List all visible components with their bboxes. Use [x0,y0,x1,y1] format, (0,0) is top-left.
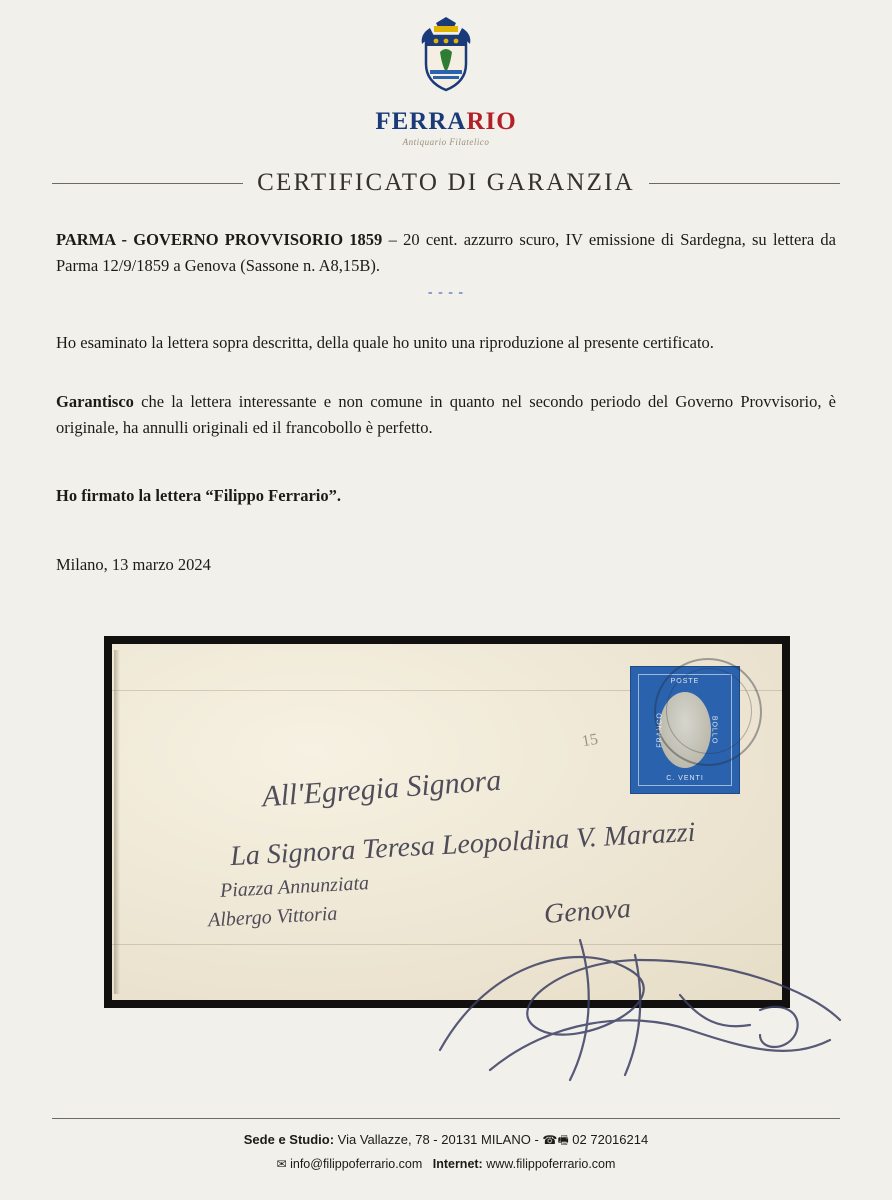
signed-suffix: . [336,485,342,505]
heraldic-crest-icon [400,14,492,106]
cover-fold-line [112,944,782,945]
paragraph-examination: Ho esaminato la lettera sopra descritta, della quale ho unito una riproduzione al presente certificato. [56,332,714,352]
footer [0,1128,892,1176]
footer-website[interactable]: www.filippoferrario.com [486,1156,616,1171]
page-title: CERTIFICATO DI GARANZIA [257,169,635,196]
footer-email[interactable]: info@filippoferrario.com [290,1156,423,1171]
postmark-cancel-inner [666,668,752,754]
brand-name-part2: RIO [466,108,517,135]
cover-photograph [104,636,790,1008]
cover-left-edge [114,650,120,994]
stamp-bottom-text: C. VENTI [666,775,704,782]
certificate-body [52,227,840,578]
manuscript-destination-city: Genova [542,893,633,931]
guarantee-keyword: Garantisco [56,392,134,412]
footer-phone: 02 72016214 [568,1132,649,1147]
signed-prefix: Ho firmato la lettera [56,485,206,505]
title-rule-left [52,183,243,184]
item-description-heading: PARMA - GOVERNO PROVVISORIO 1859 [56,230,383,249]
item-description [56,227,836,278]
cover-image [112,644,782,1000]
title-rule-right [649,183,840,184]
manuscript-line-1: All'Egregia Signora [261,763,503,814]
certificate-title-row [52,169,840,197]
footer-address: Via Vallazze, 78 - 20131 MILANO - [334,1132,543,1147]
brand-name-part1: FERRA [375,108,467,135]
item-description-detail: – 20 cent. azzurro scuro, IV emissione di Sardegna, su lettera da Parma 12/9/1859 a Genova (Sassone n. A8,15B). [56,230,836,275]
decorative-divider: - - - - [427,285,465,301]
footer-address-line [0,1128,892,1153]
brand-name [52,108,840,136]
stamp-right-text: BOLLO [710,715,718,745]
paragraph-signed [56,483,836,509]
stamp-left-text: FRANCO [656,712,664,748]
footer-contact-line [0,1153,892,1177]
letterhead [52,0,840,147]
pencil-annotation: 15 [580,730,600,751]
footer-studio-label: Sede e Studio: [243,1132,335,1147]
signed-name: “Filippo Ferrario” [205,485,337,505]
footer-internet-label: Internet: [432,1156,483,1171]
manuscript-line-4: Albergo Vittoria [207,902,338,932]
manuscript-line-3: Piazza Annunziata [219,872,370,902]
guarantee-text: che la lettera interessante e non comune in quanto nel secondo periodo del Governo Provvisorio, è originale, ha annulli originali ed il francobollo è perfetto. [56,392,836,437]
paragraph-guarantee [56,389,836,440]
footer-divider [52,1118,840,1119]
manuscript-line-2: La Signora Teresa Leopoldina V. Marazzi [229,816,697,873]
envelope-icon: ✉ [276,1156,287,1171]
brand-tagline: Antiquario Filatelico [402,137,490,147]
stamp-top-text: POSTE [670,678,700,685]
place-and-date: Milano, 13 marzo 2024 [56,555,211,575]
phone-fax-icon: ☎🖷 [542,1133,569,1147]
